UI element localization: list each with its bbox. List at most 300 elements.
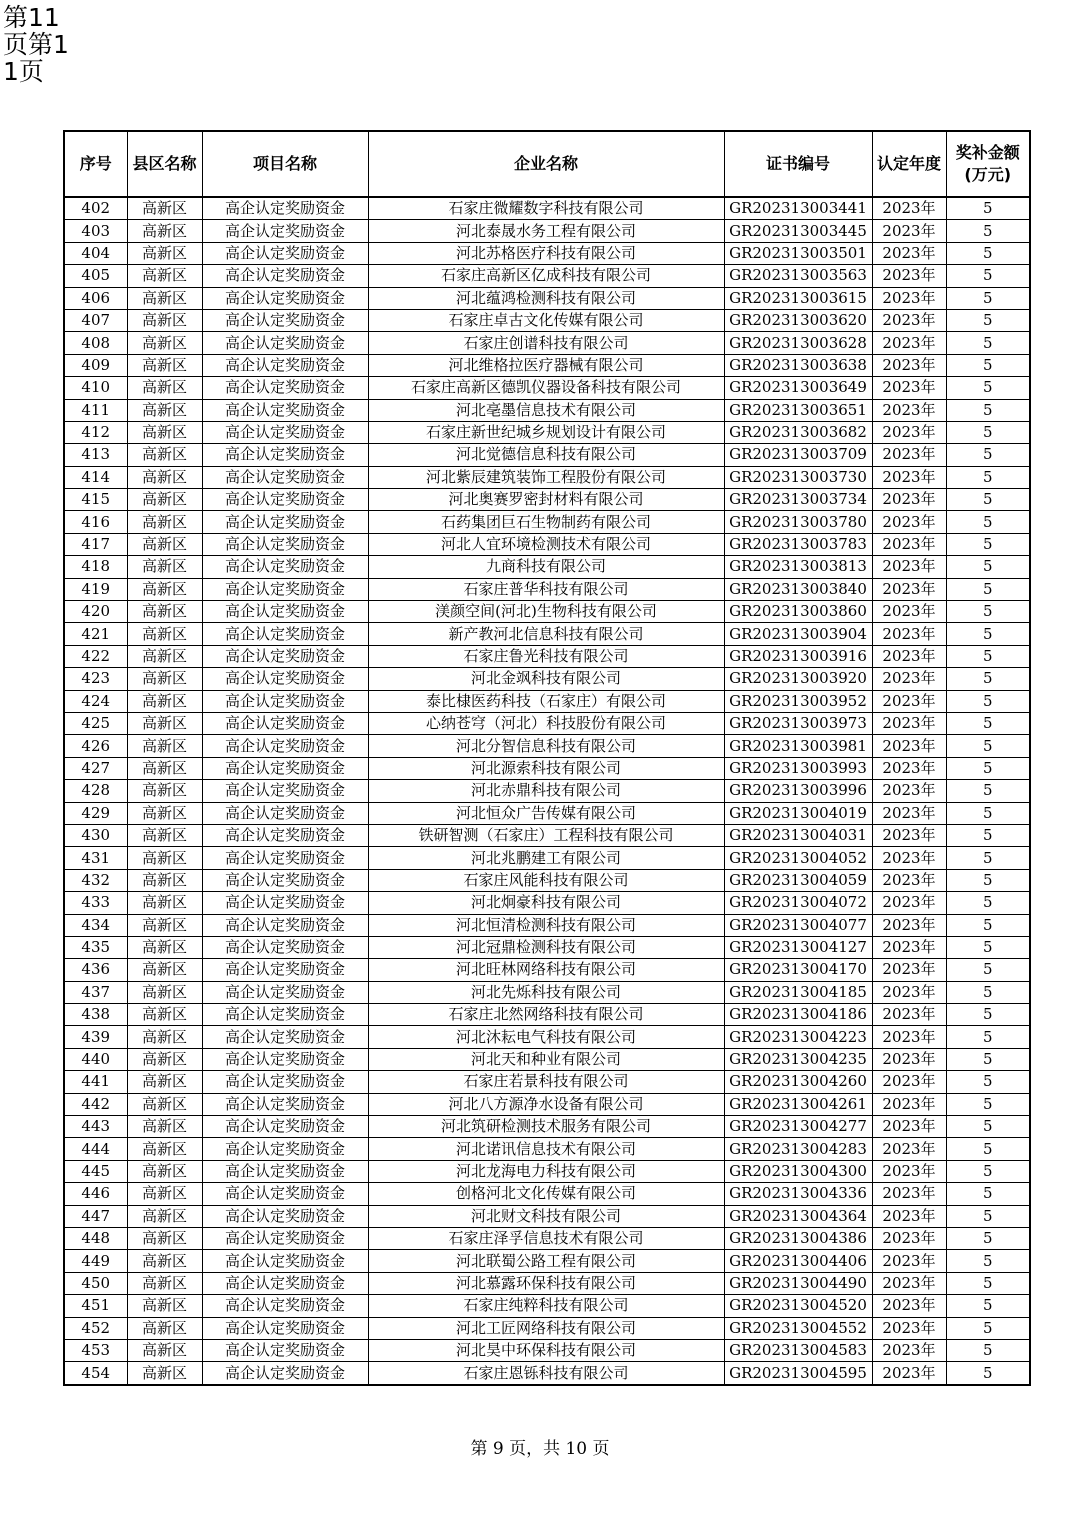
cell-year: 2023年: [872, 1295, 946, 1317]
table-row: [64, 1004, 1030, 1026]
cell-year: 2023年: [872, 1138, 946, 1160]
cell-amount: 5: [946, 489, 1030, 511]
cell-amount: 5: [946, 1138, 1030, 1160]
cell-index: 416: [64, 511, 127, 533]
cell-company: 河北紫辰建筑装饰工程股份有限公司: [368, 466, 724, 488]
cell-amount: 5: [946, 757, 1030, 779]
header-index: 序号: [64, 131, 127, 197]
cell-company: 心纳苍穹（河北）科技股份有限公司: [368, 712, 724, 734]
cell-project: 高企认定奖励资金: [202, 444, 368, 466]
cell-year: 2023年: [872, 757, 946, 779]
table-row: [64, 1026, 1030, 1048]
cell-index: 430: [64, 824, 127, 846]
cell-certificate: GR202313004019: [724, 802, 872, 824]
cell-year: 2023年: [872, 1004, 946, 1026]
cell-project: 高企认定奖励资金: [202, 578, 368, 600]
cell-project: 高企认定奖励资金: [202, 780, 368, 802]
cell-year: 2023年: [872, 354, 946, 376]
cell-certificate: GR202313004595: [724, 1362, 872, 1385]
cell-company: 河北旺林网络科技有限公司: [368, 959, 724, 981]
cell-year: 2023年: [872, 466, 946, 488]
cell-year: 2023年: [872, 309, 946, 331]
cell-amount: 5: [946, 1116, 1030, 1138]
cell-project: 高企认定奖励资金: [202, 690, 368, 712]
cell-project: 高企认定奖励资金: [202, 220, 368, 242]
cell-company: 石家庄泽孚信息技术有限公司: [368, 1227, 724, 1249]
cell-certificate: GR202313003709: [724, 444, 872, 466]
cell-district: 高新区: [127, 1026, 202, 1048]
cell-index: 407: [64, 309, 127, 331]
cell-index: 410: [64, 377, 127, 399]
cell-company: 河北恒众广告传媒有限公司: [368, 802, 724, 824]
cell-certificate: GR202313004552: [724, 1317, 872, 1339]
cell-amount: 5: [946, 511, 1030, 533]
cell-index: 435: [64, 936, 127, 958]
cell-project: 高企认定奖励资金: [202, 511, 368, 533]
cell-certificate: GR202313004059: [724, 869, 872, 891]
cell-year: 2023年: [872, 377, 946, 399]
cell-index: 409: [64, 354, 127, 376]
table-row: [64, 1317, 1030, 1339]
cell-amount: 5: [946, 690, 1030, 712]
cell-amount: 5: [946, 1205, 1030, 1227]
cell-company: 河北沐耘电气科技有限公司: [368, 1026, 724, 1048]
cell-project: 高企认定奖励资金: [202, 466, 368, 488]
cell-amount: 5: [946, 533, 1030, 555]
cell-amount: 5: [946, 1183, 1030, 1205]
cell-year: 2023年: [872, 601, 946, 623]
cell-amount: 5: [946, 1048, 1030, 1070]
cell-index: 451: [64, 1295, 127, 1317]
table-row: [64, 847, 1030, 869]
cell-amount: 5: [946, 242, 1030, 264]
header-certificate: 证书编号: [724, 131, 872, 197]
cell-district: 高新区: [127, 959, 202, 981]
table-row: [64, 757, 1030, 779]
table-row: [64, 601, 1030, 623]
cell-year: 2023年: [872, 1317, 946, 1339]
table-row: [64, 377, 1030, 399]
cell-company: 石家庄卓古文化传媒有限公司: [368, 309, 724, 331]
cell-amount: 5: [946, 1317, 1030, 1339]
cell-certificate: GR202313004336: [724, 1183, 872, 1205]
cell-district: 高新区: [127, 668, 202, 690]
cell-district: 高新区: [127, 1272, 202, 1294]
table-row: [64, 892, 1030, 914]
cell-amount: 5: [946, 421, 1030, 443]
cell-amount: 5: [946, 712, 1030, 734]
cell-amount: 5: [946, 914, 1030, 936]
cell-year: 2023年: [872, 892, 946, 914]
cell-index: 414: [64, 466, 127, 488]
cell-project: 高企认定奖励资金: [202, 645, 368, 667]
table-row: [64, 623, 1030, 645]
cell-year: 2023年: [872, 869, 946, 891]
award-table: [63, 130, 1031, 1386]
cell-year: 2023年: [872, 690, 946, 712]
cell-certificate: GR202313003649: [724, 377, 872, 399]
cell-year: 2023年: [872, 197, 946, 220]
table-row: [64, 197, 1030, 220]
cell-project: 高企认定奖励资金: [202, 601, 368, 623]
cell-amount: 5: [946, 220, 1030, 242]
cell-certificate: GR202313004490: [724, 1272, 872, 1294]
cell-district: 高新区: [127, 399, 202, 421]
page-corner-label: 第11页第11页: [3, 3, 69, 86]
cell-index: 432: [64, 869, 127, 891]
cell-amount: 5: [946, 1272, 1030, 1294]
cell-project: 高企认定奖励资金: [202, 757, 368, 779]
cell-project: 高企认定奖励资金: [202, 265, 368, 287]
cell-certificate: GR202313003563: [724, 265, 872, 287]
cell-year: 2023年: [872, 578, 946, 600]
table-row: [64, 421, 1030, 443]
cell-amount: 5: [946, 197, 1030, 220]
cell-project: 高企认定奖励资金: [202, 959, 368, 981]
cell-index: 406: [64, 287, 127, 309]
cell-district: 高新区: [127, 466, 202, 488]
cell-project: 高企认定奖励资金: [202, 1205, 368, 1227]
cell-project: 高企认定奖励资金: [202, 1116, 368, 1138]
cell-certificate: GR202313003734: [724, 489, 872, 511]
header-amount: 奖补金额 (万元): [946, 131, 1030, 197]
cell-district: 高新区: [127, 444, 202, 466]
cell-amount: 5: [946, 1250, 1030, 1272]
cell-year: 2023年: [872, 242, 946, 264]
cell-company: 河北亳墨信息技术有限公司: [368, 399, 724, 421]
cell-year: 2023年: [872, 780, 946, 802]
cell-project: 高企认定奖励资金: [202, 623, 368, 645]
cell-amount: 5: [946, 735, 1030, 757]
cell-company: 石家庄新世纪城乡规划设计有限公司: [368, 421, 724, 443]
cell-company: 河北源索科技有限公司: [368, 757, 724, 779]
cell-index: 434: [64, 914, 127, 936]
cell-certificate: GR202313004072: [724, 892, 872, 914]
cell-certificate: GR202313003860: [724, 601, 872, 623]
table-row: [64, 1339, 1030, 1361]
cell-index: 405: [64, 265, 127, 287]
cell-certificate: GR202313004235: [724, 1048, 872, 1070]
cell-district: 高新区: [127, 735, 202, 757]
cell-year: 2023年: [872, 1362, 946, 1385]
cell-year: 2023年: [872, 824, 946, 846]
header-project: 项目名称: [202, 131, 368, 197]
cell-index: 447: [64, 1205, 127, 1227]
cell-certificate: GR202313003916: [724, 645, 872, 667]
cell-district: 高新区: [127, 1138, 202, 1160]
cell-certificate: GR202313004520: [724, 1295, 872, 1317]
cell-amount: 5: [946, 824, 1030, 846]
cell-index: 404: [64, 242, 127, 264]
cell-company: 河北先烁科技有限公司: [368, 981, 724, 1003]
header-district: 县区名称: [127, 131, 202, 197]
cell-index: 419: [64, 578, 127, 600]
cell-project: 高企认定奖励资金: [202, 1183, 368, 1205]
cell-year: 2023年: [872, 511, 946, 533]
table-row: [64, 712, 1030, 734]
cell-project: 高企认定奖励资金: [202, 556, 368, 578]
cell-district: 高新区: [127, 1362, 202, 1385]
cell-district: 高新区: [127, 511, 202, 533]
cell-index: 450: [64, 1272, 127, 1294]
cell-amount: 5: [946, 668, 1030, 690]
cell-district: 高新区: [127, 712, 202, 734]
cell-year: 2023年: [872, 533, 946, 555]
cell-year: 2023年: [872, 556, 946, 578]
cell-company: 河北八方源净水设备有限公司: [368, 1093, 724, 1115]
cell-certificate: GR202313004260: [724, 1071, 872, 1093]
cell-district: 高新区: [127, 578, 202, 600]
cell-certificate: GR202313003501: [724, 242, 872, 264]
cell-certificate: GR202313003783: [724, 533, 872, 555]
cell-project: 高企认定奖励资金: [202, 377, 368, 399]
cell-project: 高企认定奖励资金: [202, 309, 368, 331]
cell-district: 高新区: [127, 1071, 202, 1093]
table-row: [64, 1295, 1030, 1317]
cell-index: 427: [64, 757, 127, 779]
cell-district: 高新区: [127, 981, 202, 1003]
cell-index: 440: [64, 1048, 127, 1070]
cell-project: 高企认定奖励资金: [202, 533, 368, 555]
cell-district: 高新区: [127, 847, 202, 869]
cell-district: 高新区: [127, 489, 202, 511]
cell-amount: 5: [946, 847, 1030, 869]
cell-index: 453: [64, 1339, 127, 1361]
cell-project: 高企认定奖励资金: [202, 712, 368, 734]
table-row: [64, 578, 1030, 600]
cell-company: 河北龙海电力科技有限公司: [368, 1160, 724, 1182]
table-row: [64, 1250, 1030, 1272]
table-row: [64, 959, 1030, 981]
cell-certificate: GR202313003441: [724, 197, 872, 220]
cell-certificate: GR202313003840: [724, 578, 872, 600]
cell-amount: 5: [946, 623, 1030, 645]
cell-certificate: GR202313004583: [724, 1339, 872, 1361]
cell-company: 河北赤鼎科技有限公司: [368, 780, 724, 802]
cell-company: 河北奥赛罗密封材料有限公司: [368, 489, 724, 511]
header-year: 认定年度: [872, 131, 946, 197]
table-row: [64, 645, 1030, 667]
cell-index: 442: [64, 1093, 127, 1115]
cell-year: 2023年: [872, 421, 946, 443]
cell-certificate: GR202313003730: [724, 466, 872, 488]
cell-amount: 5: [946, 332, 1030, 354]
cell-amount: 5: [946, 1026, 1030, 1048]
cell-project: 高企认定奖励资金: [202, 1295, 368, 1317]
cell-year: 2023年: [872, 1205, 946, 1227]
cell-district: 高新区: [127, 1205, 202, 1227]
cell-district: 高新区: [127, 645, 202, 667]
page-footer: 第 9 页，共 10 页: [470, 1439, 610, 1459]
cell-amount: 5: [946, 1295, 1030, 1317]
cell-index: 439: [64, 1026, 127, 1048]
table-row: [64, 354, 1030, 376]
cell-company: 河北诺讯信息技术有限公司: [368, 1138, 724, 1160]
cell-index: 446: [64, 1183, 127, 1205]
cell-district: 高新区: [127, 1116, 202, 1138]
table-row: [64, 981, 1030, 1003]
cell-district: 高新区: [127, 377, 202, 399]
cell-district: 高新区: [127, 197, 202, 220]
cell-district: 高新区: [127, 623, 202, 645]
table-row: [64, 1205, 1030, 1227]
table-row: [64, 287, 1030, 309]
cell-company: 河北分智信息科技有限公司: [368, 735, 724, 757]
table-row: [64, 1362, 1030, 1385]
cell-project: 高企认定奖励资金: [202, 399, 368, 421]
cell-certificate: GR202313003920: [724, 668, 872, 690]
cell-company: 新产教河北信息科技有限公司: [368, 623, 724, 645]
cell-certificate: GR202313003628: [724, 332, 872, 354]
cell-project: 高企认定奖励资金: [202, 847, 368, 869]
cell-certificate: GR202313004223: [724, 1026, 872, 1048]
cell-district: 高新区: [127, 421, 202, 443]
cell-index: 421: [64, 623, 127, 645]
cell-index: 433: [64, 892, 127, 914]
cell-project: 高企认定奖励资金: [202, 242, 368, 264]
cell-district: 高新区: [127, 892, 202, 914]
cell-certificate: GR202313004364: [724, 1205, 872, 1227]
cell-project: 高企认定奖励资金: [202, 668, 368, 690]
cell-district: 高新区: [127, 1317, 202, 1339]
table-row: [64, 1272, 1030, 1294]
cell-certificate: GR202313004170: [724, 959, 872, 981]
cell-company: 河北工匠网络科技有限公司: [368, 1317, 724, 1339]
cell-company: 河北兆鹏建工有限公司: [368, 847, 724, 869]
cell-year: 2023年: [872, 489, 946, 511]
cell-year: 2023年: [872, 914, 946, 936]
cell-index: 436: [64, 959, 127, 981]
cell-year: 2023年: [872, 1116, 946, 1138]
cell-index: 426: [64, 735, 127, 757]
cell-district: 高新区: [127, 1160, 202, 1182]
cell-company: 石家庄风能科技有限公司: [368, 869, 724, 891]
cell-year: 2023年: [872, 712, 946, 734]
cell-year: 2023年: [872, 332, 946, 354]
cell-amount: 5: [946, 1004, 1030, 1026]
cell-year: 2023年: [872, 623, 946, 645]
cell-district: 高新区: [127, 1250, 202, 1272]
cell-company: 石家庄鲁光科技有限公司: [368, 645, 724, 667]
cell-project: 高企认定奖励资金: [202, 1138, 368, 1160]
table-row: [64, 533, 1030, 555]
cell-company: 石家庄北然网络科技有限公司: [368, 1004, 724, 1026]
cell-year: 2023年: [872, 444, 946, 466]
cell-amount: 5: [946, 265, 1030, 287]
cell-certificate: GR202313003996: [724, 780, 872, 802]
cell-year: 2023年: [872, 287, 946, 309]
cell-project: 高企认定奖励资金: [202, 735, 368, 757]
cell-district: 高新区: [127, 287, 202, 309]
cell-project: 高企认定奖励资金: [202, 1317, 368, 1339]
cell-year: 2023年: [872, 981, 946, 1003]
cell-company: 河北人宜环境检测技术有限公司: [368, 533, 724, 555]
cell-index: 454: [64, 1362, 127, 1385]
cell-amount: 5: [946, 780, 1030, 802]
cell-index: 413: [64, 444, 127, 466]
cell-company: 河北财文科技有限公司: [368, 1205, 724, 1227]
table-row: [64, 1071, 1030, 1093]
cell-amount: 5: [946, 1362, 1030, 1385]
cell-company: 河北筑研检测技术服务有限公司: [368, 1116, 724, 1138]
cell-project: 高企认定奖励资金: [202, 354, 368, 376]
cell-index: 415: [64, 489, 127, 511]
cell-year: 2023年: [872, 399, 946, 421]
cell-index: 424: [64, 690, 127, 712]
cell-amount: 5: [946, 1160, 1030, 1182]
cell-year: 2023年: [872, 1183, 946, 1205]
cell-project: 高企认定奖励资金: [202, 489, 368, 511]
table-row: [64, 1116, 1030, 1138]
cell-district: 高新区: [127, 242, 202, 264]
cell-district: 高新区: [127, 1048, 202, 1070]
cell-district: 高新区: [127, 601, 202, 623]
cell-project: 高企认定奖励资金: [202, 1160, 368, 1182]
cell-certificate: GR202313003682: [724, 421, 872, 443]
cell-year: 2023年: [872, 1272, 946, 1294]
cell-company: 九商科技有限公司: [368, 556, 724, 578]
cell-project: 高企认定奖励资金: [202, 332, 368, 354]
cell-certificate: GR202313004186: [724, 1004, 872, 1026]
cell-company: 石家庄高新区德凯仪器设备科技有限公司: [368, 377, 724, 399]
cell-index: 445: [64, 1160, 127, 1182]
table-row: [64, 1138, 1030, 1160]
cell-company: 渼颜空间(河北)生物科技有限公司: [368, 601, 724, 623]
cell-district: 高新区: [127, 690, 202, 712]
cell-amount: 5: [946, 892, 1030, 914]
cell-district: 高新区: [127, 265, 202, 287]
table-row: [64, 399, 1030, 421]
cell-year: 2023年: [872, 1048, 946, 1070]
cell-district: 高新区: [127, 757, 202, 779]
table-row: [64, 735, 1030, 757]
cell-company: 石家庄纯粹科技有限公司: [368, 1295, 724, 1317]
table-row: [64, 1183, 1030, 1205]
cell-district: 高新区: [127, 354, 202, 376]
table-row: [64, 265, 1030, 287]
cell-certificate: GR202313004283: [724, 1138, 872, 1160]
cell-certificate: GR202313003615: [724, 287, 872, 309]
table-row: [64, 242, 1030, 264]
cell-company: 石家庄创谱科技有限公司: [368, 332, 724, 354]
cell-company: 泰比棣医药科技（石家庄）有限公司: [368, 690, 724, 712]
cell-amount: 5: [946, 645, 1030, 667]
cell-company: 河北泰晟水务工程有限公司: [368, 220, 724, 242]
cell-certificate: GR202313004300: [724, 1160, 872, 1182]
cell-certificate: GR202313003973: [724, 712, 872, 734]
cell-project: 高企认定奖励资金: [202, 824, 368, 846]
cell-project: 高企认定奖励资金: [202, 1093, 368, 1115]
cell-index: 412: [64, 421, 127, 443]
table-row: [64, 220, 1030, 242]
cell-year: 2023年: [872, 936, 946, 958]
cell-district: 高新区: [127, 533, 202, 555]
cell-project: 高企认定奖励资金: [202, 1071, 368, 1093]
cell-index: 431: [64, 847, 127, 869]
cell-amount: 5: [946, 377, 1030, 399]
cell-amount: 5: [946, 981, 1030, 1003]
cell-project: 高企认定奖励资金: [202, 197, 368, 220]
cell-district: 高新区: [127, 1339, 202, 1361]
cell-year: 2023年: [872, 265, 946, 287]
cell-company: 河北慕露环保科技有限公司: [368, 1272, 724, 1294]
cell-company: 河北维格拉医疗器械有限公司: [368, 354, 724, 376]
cell-certificate: GR202313003651: [724, 399, 872, 421]
cell-district: 高新区: [127, 1295, 202, 1317]
cell-project: 高企认定奖励资金: [202, 287, 368, 309]
cell-index: 423: [64, 668, 127, 690]
cell-index: 443: [64, 1116, 127, 1138]
